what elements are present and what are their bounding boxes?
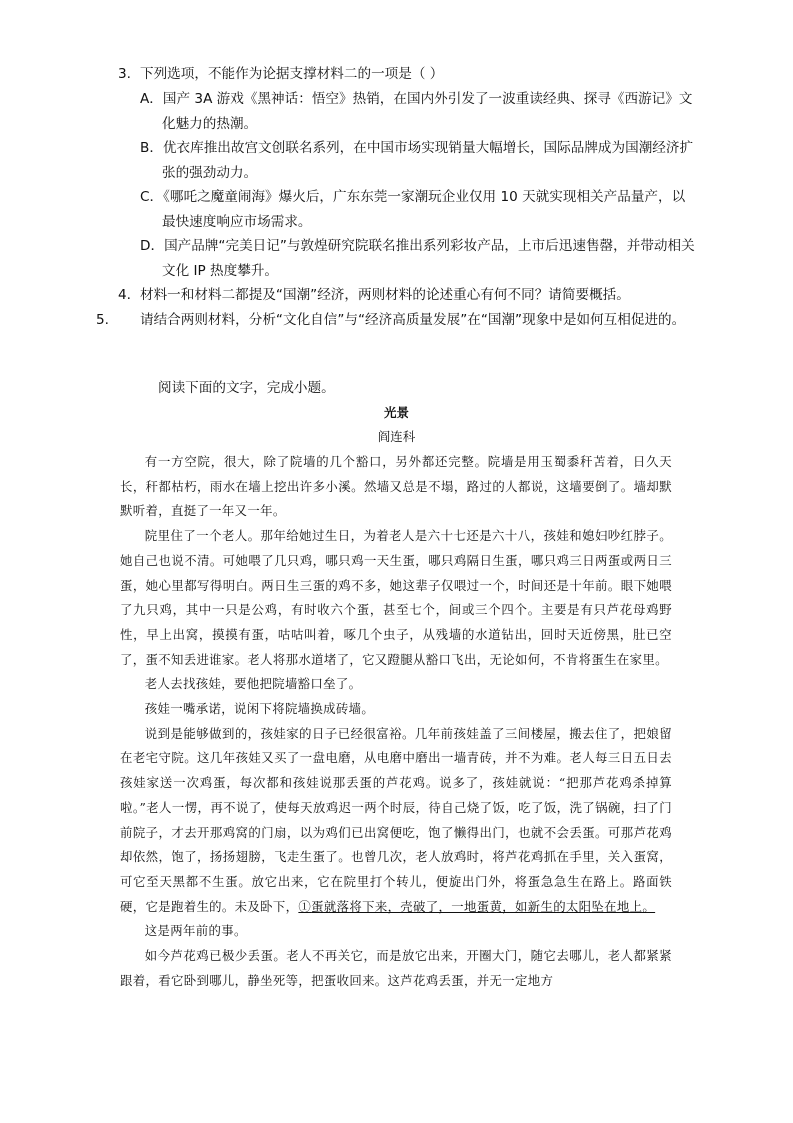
- question-3: [118, 62, 673, 87]
- option-text: 国产 3A 游戏《黑神话：悟空》热销，在国内外引发了一波重读经典、探寻《西游记》文化魅力的热潮。: [162, 91, 693, 132]
- question-number: 5.: [96, 312, 109, 328]
- story-paragraph: 孩娃一嘴承诺，说闲下将院墙换成砖墙。: [144, 701, 375, 717]
- question-5: [96, 308, 695, 333]
- question-number: 3.: [118, 66, 131, 82]
- option-letter: A．: [140, 91, 163, 107]
- option-c: [140, 185, 697, 234]
- story-paragraph: 如今芦花鸡已极少丢蛋。老人不再关它，而是放它出来，开圈大门，随它去哪儿，老人都紧紧跟着，看它卧到哪儿，静坐死等，把蛋收回来。这芦花鸡丢蛋，并无一定地方: [120, 948, 672, 988]
- story-paragraph-text: 说到是能够做到的，孩娃家的日子已经很富裕。几年前孩娃盖了三间楼屋，搬去住了，把娘留在老宅守院。这几年孩娃又买了一盘电磨，从电磨中磨出一墙青砖，并不为难。老人每三日五日去孩娃家送一次鸡蛋，每次都和孩娃说那丢蛋的芦花鸡。说多了，孩娃就说：“把那芦花鸡杀掉算啦。”老人一愣，再不说了，使每天放鸡迟一两个时辰，待自己烧了饭，吃了饭，洗了锅碗，扫了门前院子，才去开那鸡窝的门扇，以为鸡们已出窝便吃，饱了懒得出门，也就不会丢蛋。可那芦花鸡却依然，饱了，扬扬翅膀，飞走生蛋了。也曾几次，老人放鸡时，将芦花鸡抓在手里，关入蛋窝，可它至天黑都不生蛋。放它出来，它在院里打个转儿，便旋出门外，将蛋急急生在路上。路面铁硬，它是跑着生的。未及卧下，: [120, 725, 672, 914]
- story-paragraph: 院里住了一个老人。那年给她过生日，为着老人是六十七还是六十八，孩娃和媳妇吵红脖子。她自己也说不清。可她喂了几只鸡，哪只鸡一天生蛋，哪只鸡隔日生蛋，哪只鸡三日两蛋或两日三蛋，她心里都写得明白。两日生三蛋的鸡不多，她这辈子仅喂过一个，时间还是十年前。眼下她喂了九只鸡，其中一只是公鸡，有时收六个蛋，甚至七个，间或三个四个。主要是有只芦花母鸡野性，早上出窝，摸摸有蛋，咕咕叫着，啄几个虫子，从残墙的水道钻出，回时天近傍黑，肚已空了，蛋不知丢进谁家。老人将那水道堵了，它又蹬腿从豁口飞出，无论如何，不肯将蛋生在家里。: [120, 528, 672, 667]
- story-paragraph: 老人去找孩娃，要他把院墙豁口垒了。: [144, 676, 362, 692]
- option-text: 《哪吒之魔童闹海》爆火后，广东东莞一家潮玩企业仅用 10 天就实现相关产品量产，以最快速度响应市场需求。: [162, 189, 686, 230]
- option-text: 优衣库推出故宫文创联名系列，在中国市场实现销量大幅增长，国际品牌成为国潮经济扩张的强劲动力。: [162, 140, 694, 181]
- story-author: 阎连科: [377, 429, 416, 444]
- option-d: [140, 234, 697, 283]
- option-letter: D．: [140, 238, 165, 254]
- option-text: 国产品牌“完美日记”与敦煌研究院联名推出系列彩妆产品，上市后迅速售罄，并带动相关文化 IP 热度攀升。: [162, 238, 695, 279]
- reading-instruction: 阅读下面的文字，完成小题。: [158, 380, 335, 396]
- story-paragraph: 有一方空院，很大，除了院墙的几个豁口，另外都还完整。院墙是用玉蜀黍秆苫着，日久天长，秆都枯朽，雨水在墙上挖出许多小溪。然墙又总是不塌，路过的人都说，这墙要倒了。墙却默默听着，直挺了一年又一年。: [120, 454, 672, 519]
- sentence-marker: ①: [298, 898, 312, 914]
- question-4: [118, 283, 673, 308]
- story-paragraph-with-marked-sentence: [120, 722, 672, 920]
- option-a: [140, 87, 697, 136]
- story-title: 光景: [383, 405, 409, 420]
- question-text: 请结合两则材料，分析“文化自信”与“经济高质量发展”在“国潮”现象中是如何互相促进的。: [140, 312, 686, 328]
- option-letter: B．: [140, 140, 163, 156]
- story-body: [120, 450, 672, 993]
- question-number: 4.: [118, 287, 131, 303]
- option-b: [140, 136, 697, 185]
- question-stem: 下列选项，不能作为论据支撑材料二的一项是（ ）: [140, 66, 444, 82]
- marked-sentence: 蛋就落将下来，壳破了，一地蛋黄，如新生的太阳坠在地上。: [311, 898, 656, 914]
- option-letter: C．: [140, 189, 164, 205]
- story-paragraph: 这是两年前的事。: [144, 923, 247, 939]
- question-text: 材料一和材料二都提及“国潮”经济，两则材料的论述重心有何不同？请简要概括。: [140, 287, 630, 303]
